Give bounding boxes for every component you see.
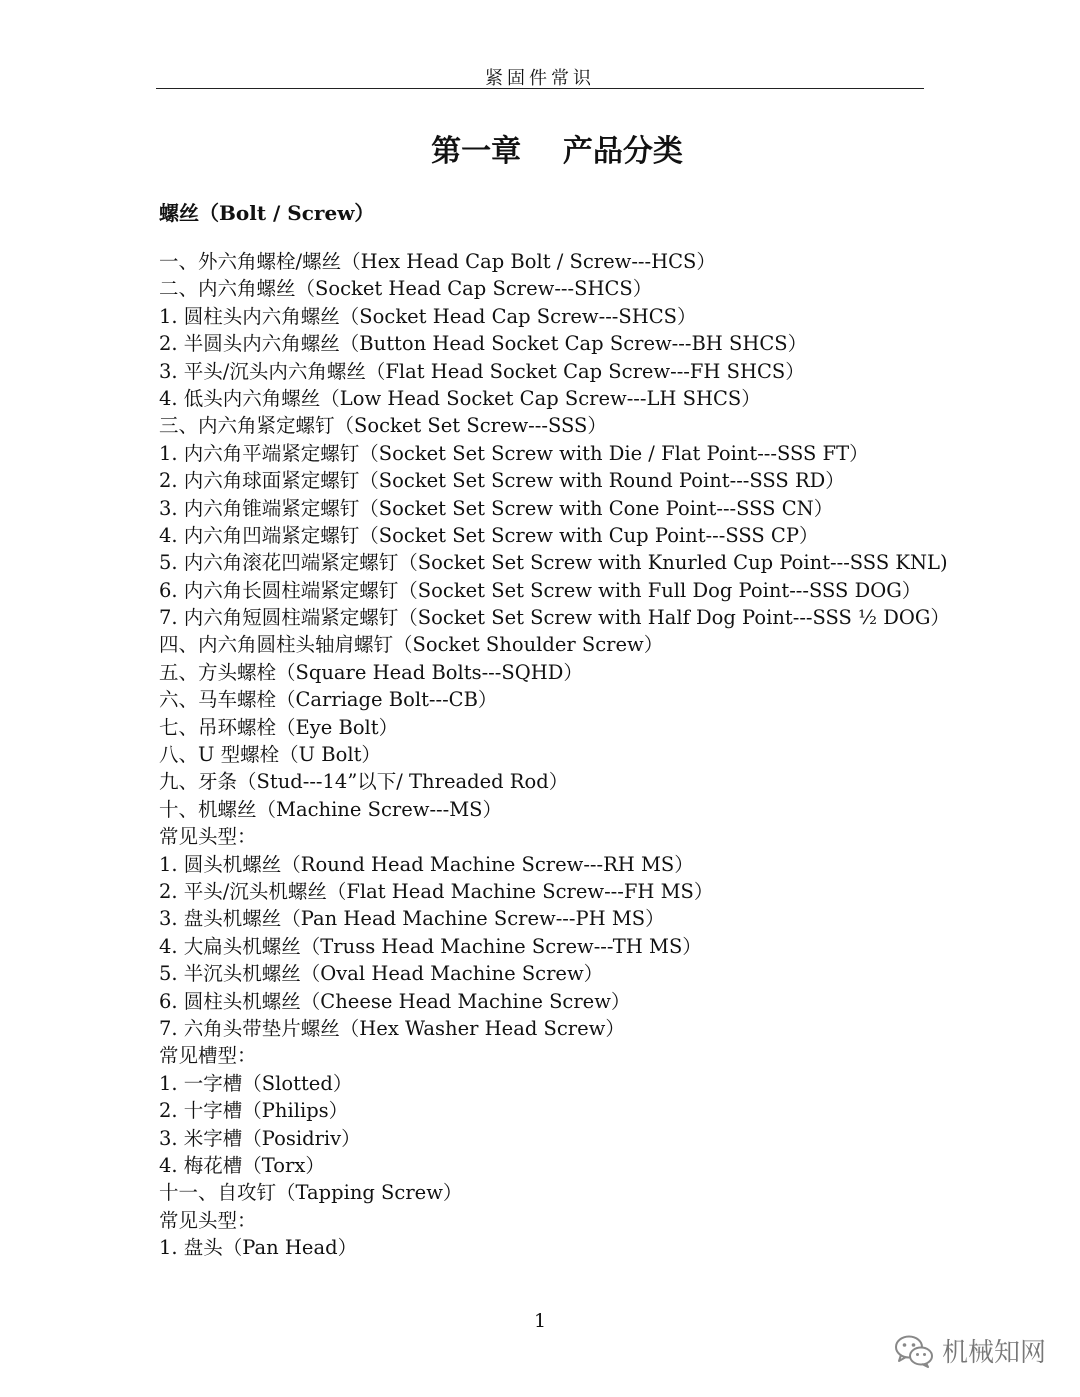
list-item: 1. 一字槽（Slotted） bbox=[159, 1071, 353, 1095]
list-item: 7. 内六角短圆柱端紧定螺钉（Socket Set Screw with Half Dog Point---SSS ½ DOG） bbox=[159, 606, 950, 630]
watermark bbox=[894, 1332, 1046, 1369]
list-item: 六、马车螺栓（Carriage Bolt---CB） bbox=[159, 688, 498, 712]
list-item: 八、U 型螺栓（U Bolt） bbox=[159, 743, 381, 767]
list-item: 3. 内六角锥端紧定螺钉（Socket Set Screw with Cone Point---SSS CN） bbox=[159, 496, 834, 520]
section-title: 螺丝（Bolt / Screw） bbox=[159, 201, 375, 225]
list-item: 一、外六角螺栓/螺丝（Hex Head Cap Bolt / Screw---HCS） bbox=[159, 250, 716, 273]
list-item: 1. 内六角平端紧定螺钉（Socket Set Screw with Die / Flat Point---SSS FT） bbox=[159, 441, 869, 465]
list-item: 三、内六角紧定螺钉（Socket Set Screw---SSS） bbox=[159, 414, 607, 438]
list-item: 十、机螺丝（Machine Screw---MS） bbox=[159, 797, 503, 821]
list-item: 2. 半圆头内六角螺丝（Button Head Socket Cap Screw---BH SHCS） bbox=[159, 332, 808, 356]
list-item: 6. 圆柱头机螺丝（Cheese Head Machine Screw） bbox=[159, 989, 631, 1013]
wechat-icon bbox=[894, 1334, 934, 1368]
list-item: 七、吊环螺栓（Eye Bolt） bbox=[159, 715, 399, 739]
list-item: 5. 半沉头机螺丝（Oval Head Machine Screw） bbox=[159, 962, 604, 986]
list-item: 2. 平头/沉头机螺丝（Flat Head Machine Screw---FH MS） bbox=[159, 879, 714, 903]
header-divider bbox=[156, 88, 924, 89]
list-item: 九、牙条（Stud---14”以下/ Threaded Rod） bbox=[159, 770, 569, 794]
list-item: 5. 内六角滚花凹端紧定螺钉（Socket Set Screw with Knurled Cup Point---SSS KNL) bbox=[159, 551, 948, 575]
list-item: 2. 十字槽（Philips） bbox=[159, 1099, 349, 1123]
list-item: 常见头型： bbox=[159, 825, 257, 849]
list-item: 1. 圆柱头内六角螺丝（Socket Head Cap Screw---SHCS） bbox=[159, 304, 697, 328]
list-item: 4. 内六角凹端紧定螺钉（Socket Set Screw with Cup Point---SSS CP） bbox=[159, 523, 819, 547]
list-item: 4. 低头内六角螺丝（Low Head Socket Cap Screw---LH SHCS） bbox=[159, 386, 761, 410]
watermark-text: 机械知网 bbox=[941, 1338, 1046, 1368]
list-item: 3. 盘头机螺丝（Pan Head Machine Screw---PH MS） bbox=[159, 907, 665, 931]
list-item: 五、方头螺栓（Square Head Bolts---SQHD） bbox=[159, 660, 583, 684]
list-item: 1. 盘头（Pan Head） bbox=[159, 1236, 358, 1260]
list-item: 四、内六角圆柱头轴肩螺钉（Socket Shoulder Screw） bbox=[159, 633, 664, 657]
list-item: 4. 大扁头机螺丝（Truss Head Machine Screw---TH MS） bbox=[159, 934, 702, 958]
document-header-title: 紧固件常识 bbox=[485, 68, 595, 89]
list-item: 3. 米字槽（Posidriv） bbox=[159, 1126, 361, 1150]
page-number: 1 bbox=[533, 1310, 547, 1332]
list-item: 3. 平头/沉头内六角螺丝（Flat Head Socket Cap Screw---FH SHCS） bbox=[159, 359, 805, 383]
list-item: 7. 六角头带垫片螺丝（Hex Washer Head Screw） bbox=[159, 1016, 625, 1040]
list-item: 二、内六角螺丝（Socket Head Cap Screw---SHCS） bbox=[159, 277, 653, 301]
list-item: 4. 梅花槽（Torx） bbox=[159, 1153, 325, 1177]
list-item: 常见槽型： bbox=[159, 1044, 257, 1068]
list-item: 2. 内六角球面紧定螺钉（Socket Set Screw with Round Point---SSS RD） bbox=[159, 469, 845, 493]
list-item: 常见头型： bbox=[159, 1208, 257, 1232]
list-item: 1. 圆头机螺丝（Round Head Machine Screw---RH MS） bbox=[159, 852, 694, 876]
chapter-title: 第一章 产品分类 bbox=[431, 134, 683, 169]
list-item: 6. 内六角长圆柱端紧定螺钉（Socket Set Screw with Full Dog Point---SSS DOG） bbox=[159, 578, 922, 602]
product-category-list bbox=[159, 248, 950, 1261]
list-item: 十一、自攻钉（Tapping Screw） bbox=[159, 1181, 463, 1205]
